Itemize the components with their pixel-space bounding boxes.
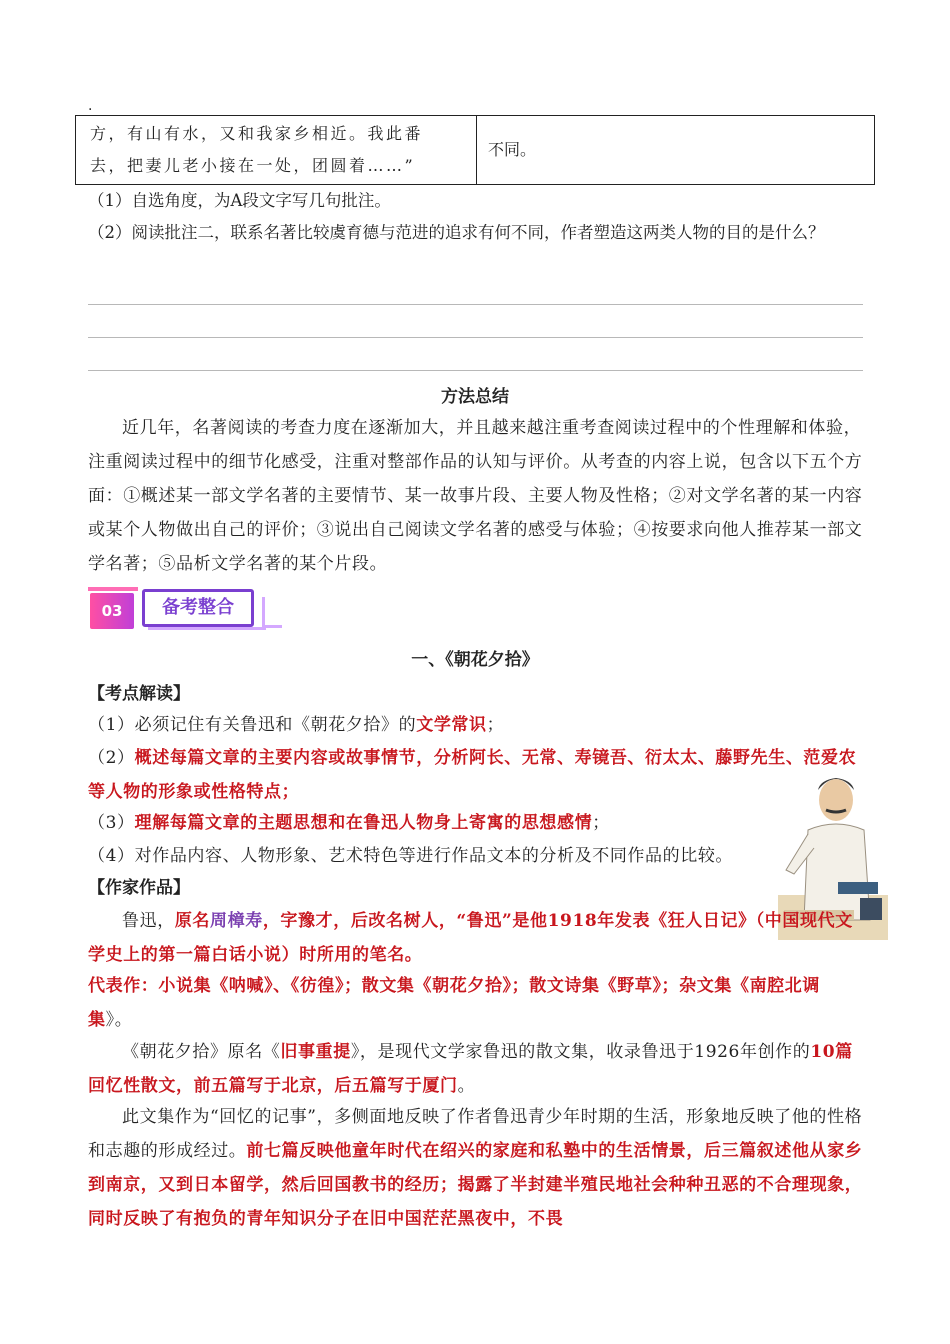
section-banner (88, 583, 278, 639)
question-1: （1）自选角度，为A段文字写几句批注。 (88, 191, 391, 210)
collection-intro (88, 1035, 863, 1103)
banner-shadow (264, 625, 282, 628)
annotation-table (75, 102, 875, 185)
rep-a: 代表作：小说集《 (88, 976, 229, 996)
z-b: 旧事重提 (280, 1042, 351, 1062)
a1-origname: 周樟寿 (210, 911, 263, 931)
author-intro (88, 904, 863, 972)
answer-line[interactable] (88, 370, 863, 371)
a1-name: 鲁迅， (122, 911, 175, 931)
table-divider (476, 116, 477, 184)
kaodian-item-4: （4）对作品内容、人物形象、艺术特色等进行作品文本的分析及不同作品的比较。 (88, 846, 734, 866)
representative-works (88, 969, 863, 1037)
table-right-cell: 不同。 (488, 140, 537, 159)
z-d: 10篇回忆性散文，前五篇写于北京，后五篇写于厦门 (88, 1042, 853, 1096)
method-title: 方法总结 (441, 387, 509, 407)
rep-h: 野草 (617, 976, 653, 996)
question-2: （2）阅读批注二，联系名著比较虞育德与范进的追求有何不同，作者塑造这两类人物的目的是什么？ (88, 223, 825, 242)
rep-b: 呐喊 (228, 976, 265, 996)
rep-c: 》、《 (264, 976, 300, 996)
method-body: 近几年，名著阅读的考查力度在逐渐加大，并且越来越注重考查阅读过程中的个性理解和体验，注重阅读过程中的细节化感受，注重对整部作品的认知与评价。从考查的内容上说，包含以下五个方面：①概述某一部文学名著的主要情节、某一故事片段、主要人物及性格；②对文学名著的某一内容或某个人物做出自己的评价；③说出自己阅读文学名著的感受与体验；④按要求向他人推荐某一部文学名著；⑤品析文学名著的某个片段。 (88, 418, 863, 574)
table-left-line-2: 去，把妻儿老小接在一处，团圆着……” (90, 156, 416, 175)
banner-accent (88, 587, 138, 591)
k2-highlight: 概述每篇文章的主要内容或故事情节，分析阿长、无常、寿镜吾、衍太太、藤野先生、范爱农等人物的形象或性格特点； (88, 748, 857, 802)
banner-shadow (148, 627, 266, 630)
k2-prefix: （2） (88, 748, 135, 768)
rep-d: 彷徨 (299, 976, 336, 996)
banner-number: 03 (90, 593, 134, 629)
z-c: 》，是现代文学家鲁迅的散文集，收录鲁迅于1926年创作的 (350, 1042, 811, 1062)
rep-f: 朝花夕拾 (432, 976, 503, 996)
z-e: 。 (457, 1076, 476, 1096)
banner-label: 备考整合 (142, 589, 254, 627)
a1-note: 》（中国现代文学史上的第一篇白话小说）时所用的笔名。 (88, 911, 853, 965)
k1-end: ； (486, 715, 505, 735)
z-a: 《朝花夕拾》原名《 (122, 1042, 281, 1062)
rep-e: 》；散文集《 (335, 976, 433, 996)
section-title: 一、《朝花夕拾》 (411, 650, 539, 670)
a1-label: 原名 (174, 911, 211, 931)
k3-end: ； (592, 813, 610, 833)
answer-line[interactable] (88, 337, 863, 338)
table-left-line-1: 方，有山有水，又和我家乡相近。我此番 (90, 124, 424, 143)
answer-line[interactable] (88, 304, 863, 305)
kaodian-label: 【考点解读】 (88, 684, 190, 704)
table-left-cell (90, 118, 470, 182)
table-dot: · (88, 102, 93, 118)
k1-text: （1）必须记住有关鲁迅和《朝花夕拾》的 (88, 715, 417, 735)
a1-desc: ，字豫才，后改名树人，“鲁迅”是他1918年发表《 (262, 911, 668, 931)
kaodian-item-3 (88, 806, 788, 840)
collection-content (88, 1100, 863, 1236)
kaodian-item-2 (88, 741, 863, 809)
a1-work: 狂人日记 (667, 911, 739, 931)
k3-highlight: 理解每篇文章的主题思想和在鲁迅人物身上寄寓的思想感情 (134, 813, 593, 833)
rep-i: 》；杂文集《 (652, 976, 750, 996)
kaodian-item-1 (88, 708, 788, 742)
rep-j: 南腔北调集 (88, 976, 820, 1030)
k1-highlight: 文学常识 (416, 715, 487, 735)
author-label: 【作家作品】 (88, 878, 190, 898)
k3-prefix: （3） (88, 813, 135, 833)
c-b: 前七篇反映他童年时代在绍兴的家庭和私塾中的生活情景，后三篇叙述他从家乡到南京，又到日本留学，然后回国教书的经历；揭露了半封建半殖民地社会种种丑恶的不合理现象，同时反映了有抱负的青年知识分子在旧中国茫茫黑夜中，不畏 (88, 1141, 863, 1229)
rep-k: 》。 (105, 1010, 133, 1030)
c-a: 此文集作为“回忆的记事”，多侧面地反映了作者鲁迅青少年时期的生活，形象地反映了他的性格和志趣的形成经过。 (88, 1107, 863, 1161)
rep-g: 》；散文诗集《 (502, 976, 618, 996)
